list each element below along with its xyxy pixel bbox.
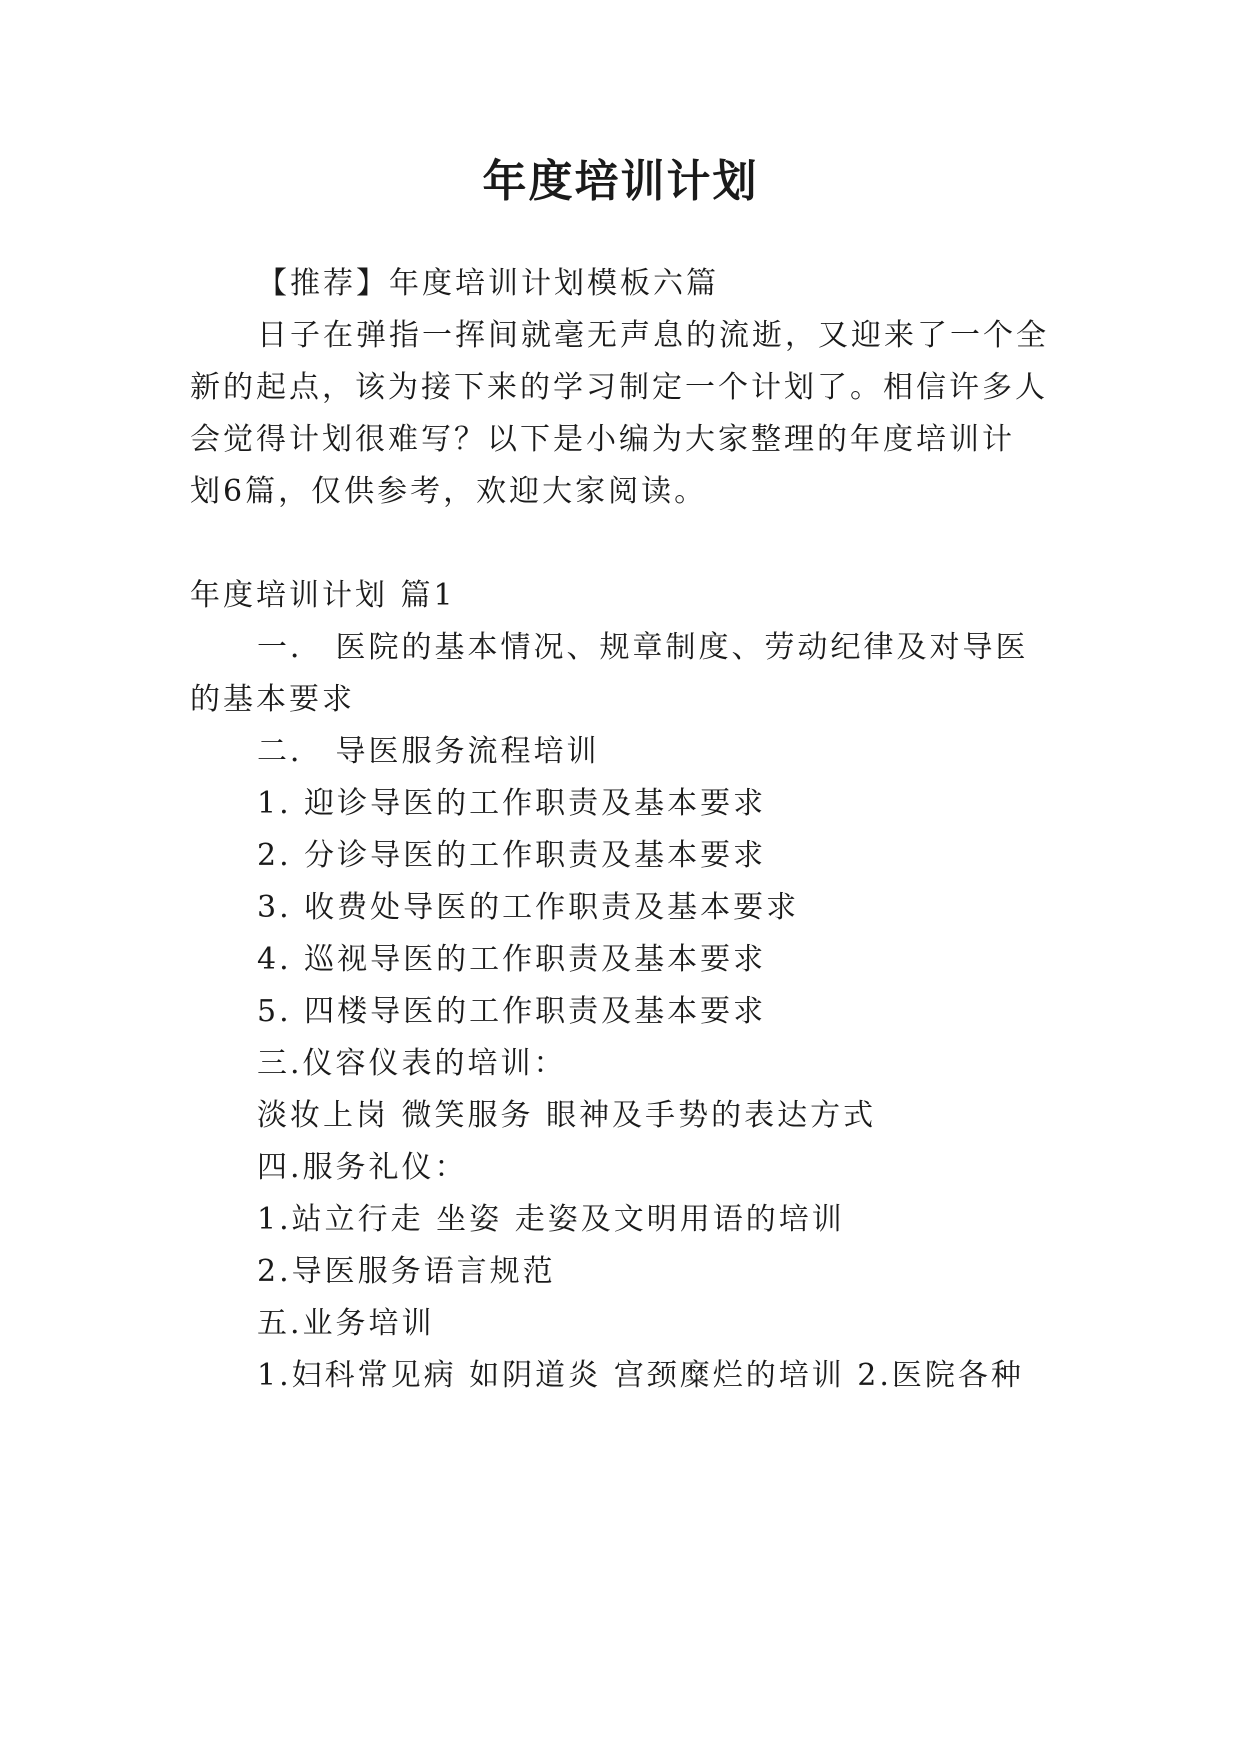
body-line: 五.业务培训 [257,1306,435,1341]
section-heading: 年度培训计划 篇1 [190,578,456,613]
intro-paragraph-line: 划6篇，仅供参考，欢迎大家阅读。 [190,474,708,509]
intro-paragraph-line: 日子在弹指一挥间就毫无声息的流逝，又迎来了一个全 [257,318,1049,353]
intro-paragraph-line: 会觉得计划很难写？以下是小编为大家整理的年度培训计 [190,422,1015,457]
body-line: 淡妆上岗 微笑服务 眼神及手势的表达方式 [257,1098,877,1133]
body-line: 1. 迎诊导医的工作职责及基本要求 [257,786,767,821]
intro-paragraph-line: 新的起点，该为接下来的学习制定一个计划了。相信许多人 [190,370,1048,405]
body-line: 2.导医服务语言规范 [257,1254,556,1289]
body-line: 1.站立行走 坐姿 走姿及文明用语的培训 [257,1202,845,1237]
body-line: 2. 分诊导医的工作职责及基本要求 [257,838,767,873]
document-title: 年度培训计划 [482,156,759,207]
intro-recommend-line: 【推荐】年度培训计划模板六篇 [257,266,719,301]
body-line: 三.仪容仪表的培训： [257,1046,567,1081]
body-line: 一． 医院的基本情况、规章制度、劳动纪律及对导医 [257,630,1029,665]
body-line: 二． 导医服务流程培训 [257,734,600,769]
body-line: 1.妇科常见病 如阴道炎 宫颈糜烂的培训 2.医院各种 [257,1358,1024,1393]
body-line: 四.服务礼仪： [257,1150,468,1185]
body-line: 的基本要求 [190,682,355,717]
body-line: 5. 四楼导医的工作职责及基本要求 [257,994,767,1029]
body-line: 4. 巡视导医的工作职责及基本要求 [257,942,767,977]
body-line: 3. 收费处导医的工作职责及基本要求 [257,890,800,925]
